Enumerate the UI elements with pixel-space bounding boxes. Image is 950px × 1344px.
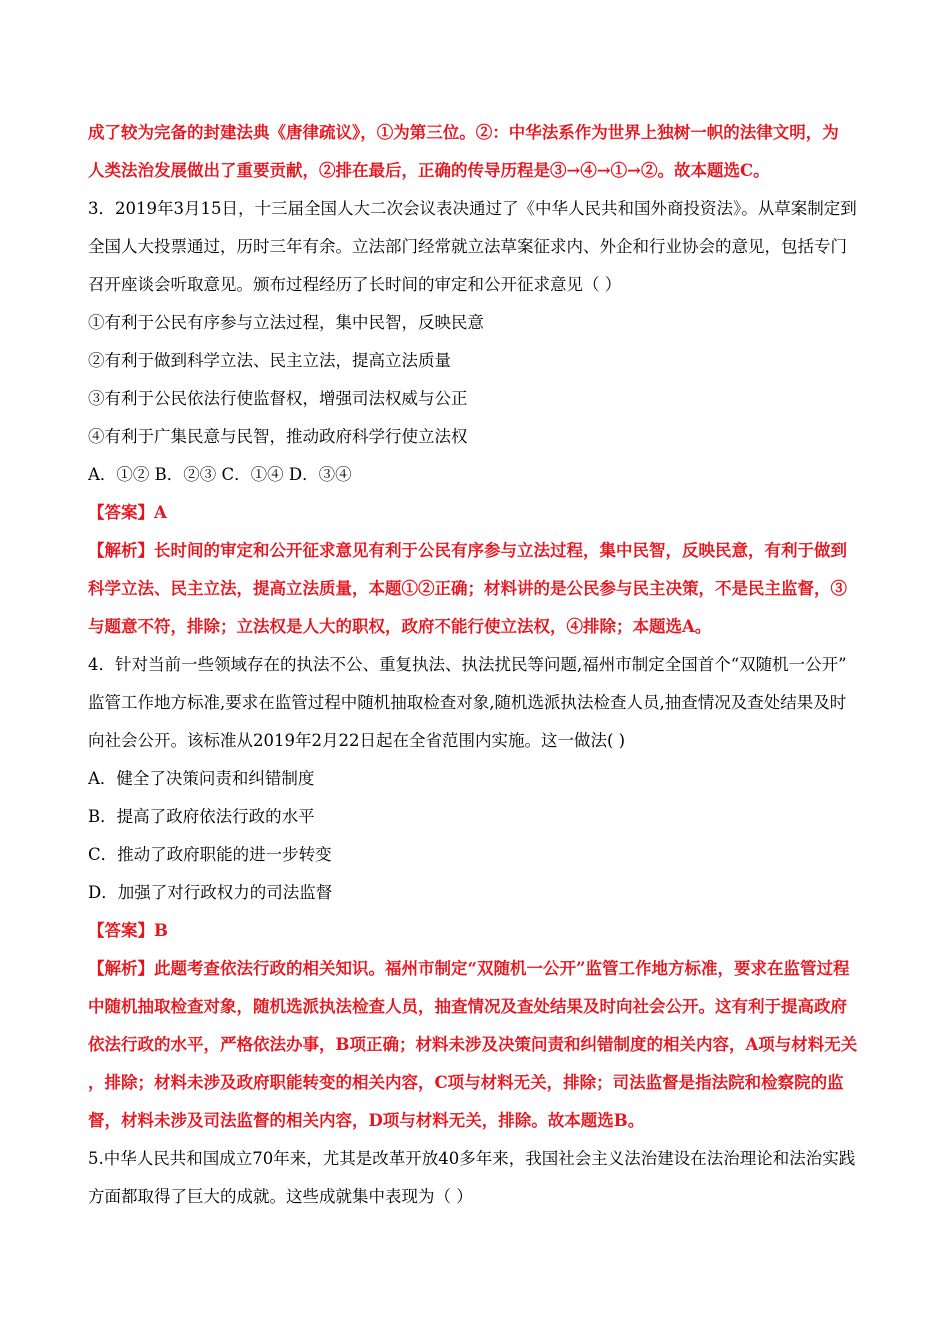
question-3-stem bbox=[88, 190, 868, 304]
analysis-line: 依法行政的水平，严格依法办事，B项正确；材料未涉及决策问责和纠错制度的相关内容，A项与材料无关 bbox=[88, 1035, 858, 1054]
question-3-answer bbox=[88, 494, 868, 532]
analysis-line: 督，材料未涉及司法监督的相关内容，D项与材料无关，排除。故本题选B。 bbox=[88, 1111, 645, 1130]
analysis-line: 成了较为完备的封建法典《唐律疏议》，①为第三位。②：中华法系作为世界上独树一帜的法律文明，为 bbox=[88, 123, 839, 142]
question-line: 5.中华人民共和国成立70年来，尤其是改革开放40多年来，我国社会主义法治建设在法治理论和法治实践 bbox=[88, 1149, 856, 1168]
question-3-analysis bbox=[88, 532, 868, 646]
option-c: C．推动了政府职能的进一步转变 bbox=[88, 845, 332, 864]
analysis-line: 中随机抽取检查对象，随机选派执法检查人员，抽查情况及查处结果及时向社会公开。这有利于提高政府 bbox=[88, 997, 847, 1016]
question-line: 3．2019年3月15日，十三届全国人大二次会议表决通过了《中华人民共和国外商投资法》。从草案制定到 bbox=[88, 199, 857, 218]
analysis-line: 【解析】长时间的审定和公开征求意见有利于公民有序参与立法过程，集中民智，反映民意，有利于做到 bbox=[88, 541, 847, 560]
analysis-continued-q2 bbox=[88, 114, 868, 190]
analysis-line: 科学立法、民主立法，提高立法质量，本题①②正确；材料讲的是公民参与民主决策，不是民主监督，③ bbox=[88, 579, 847, 598]
statement-1: ①有利于公民有序参与立法过程，集中民智，反映民意 bbox=[88, 313, 484, 332]
analysis-line: ，排除；材料未涉及政府职能转变的相关内容，C项与材料无关，排除；司法监督是指法院和检察院的监 bbox=[88, 1073, 844, 1092]
analysis-line: 【解析】此题考查依法行政的相关知识。福州市制定“双随机一公开”监管工作地方标准，要求在监管过程 bbox=[88, 959, 850, 978]
answer-line: 【答案】B bbox=[88, 921, 168, 940]
question-line: 向社会公开。该标准从2019年2月22日起在全省范围内实施。这一做法( ) bbox=[88, 731, 626, 750]
question-line: 4．针对当前一些领域存在的执法不公、重复执法、执法扰民等问题,福州市制定全国首个“双随机一公开” bbox=[88, 655, 847, 674]
analysis-line: 与题意不符，排除；立法权是人大的职权，政府不能行使立法权，④排除；本题选A。 bbox=[88, 617, 712, 636]
question-4-answer bbox=[88, 912, 868, 950]
question-4-analysis bbox=[88, 950, 868, 1140]
question-line: 召开座谈会听取意见。颁布过程经历了长时间的审定和公开征求意见（ ） bbox=[88, 275, 622, 294]
analysis-line: 人类法治发展做出了重要贡献，②排在最后，正确的传导历程是③→④→①→②。故本题选C。 bbox=[88, 161, 770, 180]
question-3-options bbox=[88, 304, 868, 494]
question-line: 方面都取得了巨大的成就。这些成就集中表现为（ ） bbox=[88, 1187, 473, 1206]
statement-3: ③有利于公民依法行使监督权，增强司法权威与公正 bbox=[88, 389, 468, 408]
option-b: B．提高了政府依法行政的水平 bbox=[88, 807, 315, 826]
choice-row: A．①② B．②③ C．①④ D．③④ bbox=[88, 465, 352, 484]
question-line: 监管工作地方标准,要求在监管过程中随机抽取检查对象,随机选派执法检查人员,抽查情况及查处结果及时 bbox=[88, 693, 847, 712]
option-d: D．加强了对行政权力的司法监督 bbox=[88, 883, 333, 902]
question-line: 全国人大投票通过，历时三年有余。立法部门经常就立法草案征求内、外企和行业协会的意见，包括专门 bbox=[88, 237, 847, 256]
question-4-stem bbox=[88, 646, 868, 760]
option-a: A．健全了决策问责和纠错制度 bbox=[88, 769, 315, 788]
document-body bbox=[88, 114, 868, 1216]
statement-2: ②有利于做到科学立法、民主立法，提高立法质量 bbox=[88, 351, 451, 370]
statement-4: ④有利于广集民意与民智，推动政府科学行使立法权 bbox=[88, 427, 468, 446]
question-5-stem bbox=[88, 1140, 868, 1216]
question-4-options bbox=[88, 760, 868, 912]
answer-line: 【答案】A bbox=[88, 503, 167, 522]
